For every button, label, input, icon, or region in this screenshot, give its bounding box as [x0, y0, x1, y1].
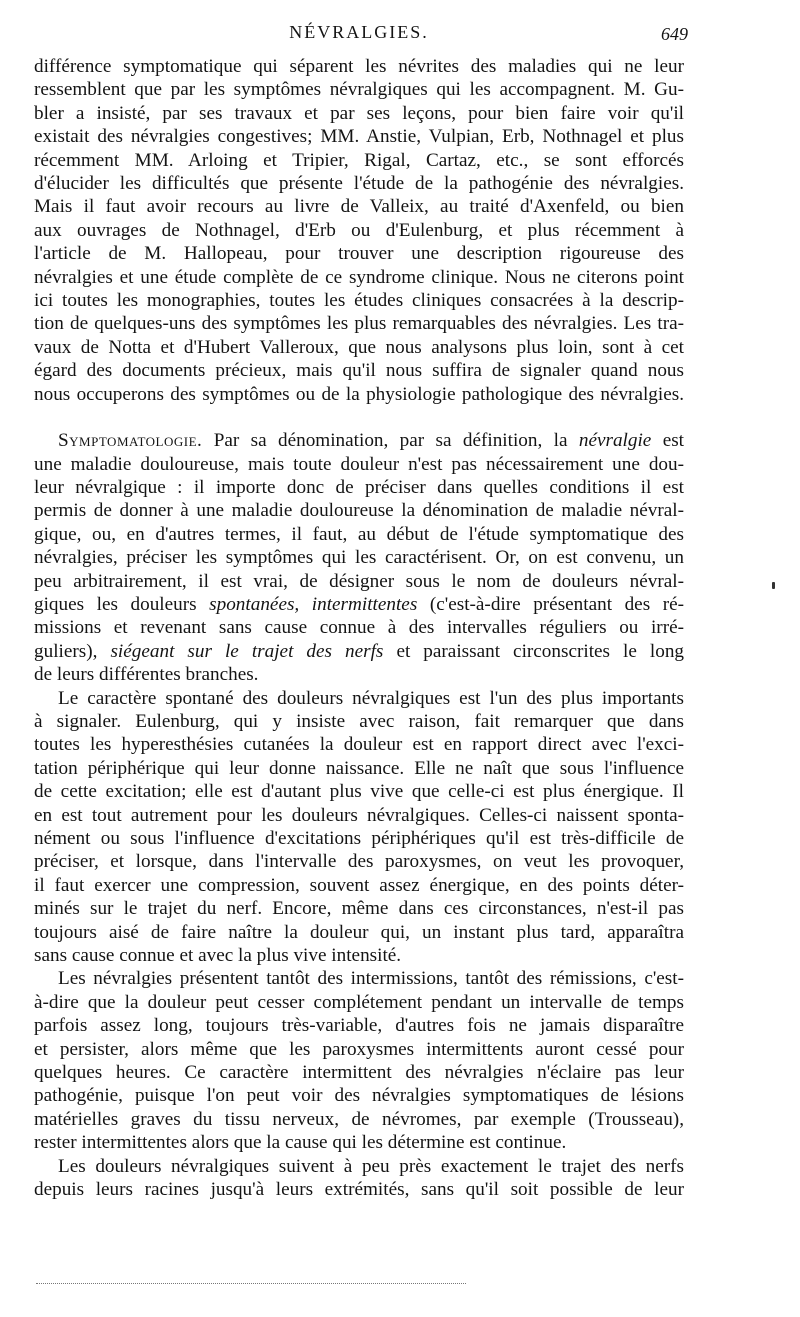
margin-mark: [772, 582, 775, 589]
running-head: [34, 22, 688, 48]
text-line: sans cause connue et avec la plus vive intensité.: [34, 945, 402, 967]
emphasis-term: siégeant sur le trajet des nerfs: [110, 640, 384, 662]
paragraph-4: [34, 967, 684, 1154]
text-line: Mais il faut avoir recours au livre de Valleix, au traité d'Axenfeld, ou bien: [34, 196, 684, 218]
text-line: tion de quelques-uns des symptômes les plus remarquables des névralgies. Les tra-: [34, 313, 684, 335]
text-line: [34, 593, 684, 616]
page-number: 649: [661, 24, 688, 44]
text-line: permis de donner à une maladie douloureuse la dénomination de maladie névral-: [34, 500, 684, 522]
text-line: névralgies, préciser les symptômes qui les caractérisent. Or, on est convenu, un: [34, 547, 684, 569]
paragraph-3: [34, 687, 684, 968]
text-line: Les douleurs névralgiques suivent à peu près exactement le trajet des nerfs: [58, 1155, 684, 1177]
section-gap: [34, 406, 684, 429]
paragraph-1: [34, 55, 684, 406]
text-line: matérielles graves du tissu nerveux, de névromes, par exemple (Trousseau),: [34, 1108, 684, 1130]
text-line: préciser, et lorsque, dans l'intervalle des paroxysmes, on veut les provoquer,: [34, 851, 684, 873]
text-line: quelques heures. Ce caractère intermittent des névralgies n'éclaire pas leur: [34, 1062, 684, 1084]
text-line: [34, 640, 684, 663]
text-line: nément ou sous l'influence d'excitations périphériques qu'il est très-difficile de: [34, 828, 684, 849]
text-line: [34, 429, 684, 452]
text-line: rester intermittentes alors que la cause qui les détermine est continue.: [34, 1132, 567, 1154]
text-line: tation périphérique qui leur donne naissance. Elle ne naît que sous l'influence: [34, 757, 684, 779]
text-run: giques les douleurs: [34, 593, 197, 615]
text-line: d'élucider les difficultés que présente l'étude de la pathogénie des névralgies.: [34, 173, 684, 195]
emphasis-term: névralgie: [578, 430, 652, 452]
text-line: différence symptomatique qui séparent les névrites des maladies qui ne leur: [34, 56, 684, 77]
text-line: bler a insisté, par ses travaux et par ses leçons, pour bien faire voir qu'il: [34, 102, 684, 124]
text-line: peu arbitrairement, il est vrai, de désigner sous le nom de douleurs névral-: [34, 570, 684, 592]
text-line: et persister, alors même que les paroxysmes intermittents auront cessé pour: [34, 1038, 684, 1060]
footer-rule: [36, 1283, 466, 1284]
text-line: ressemblent que par les symptômes névralgiques qui les accompagnent. M. Gu-: [34, 79, 684, 101]
text-run: et paraissant circonscrites le long: [396, 640, 684, 662]
text-line: à signaler. Eulenburg, qui y insiste avec raison, fait remarquer que dans: [34, 710, 684, 732]
running-title: NÉVRALGIES.: [289, 22, 429, 42]
text-run: (c'est-à-dire présentant des ré-: [429, 593, 684, 615]
text-line: gique, ou, en d'autres termes, il faut, au début de l'étude symptomatique des: [34, 523, 684, 545]
text-line: égard des documents précieux, mais qu'il nous suffira de signaler quand nous: [34, 360, 684, 382]
text-line: en est tout autrement pour les douleurs névralgiques. Celles-ci naissent sponta-: [34, 804, 684, 826]
text-run: guliers),: [34, 640, 98, 662]
text-line: névralgies et une étude complète de ce syndrome clinique. Nous ne citerons point: [34, 266, 684, 288]
text-line: nous occuperons des symptômes ou de la physiologie pathologique des névralgies.: [34, 383, 684, 405]
text-line: toujours aisé de faire naître la douleur qui, un instant plus tard, apparaîtra: [34, 921, 684, 943]
text-line: de leurs différentes branches.: [34, 664, 259, 686]
text-line: missions et revenant sans cause connue à des intervalles réguliers ou irré-: [34, 617, 684, 639]
text-line: à-dire que la douleur peut cesser complétement pendant un intervalle de temps: [34, 991, 684, 1013]
text-line: vaux de Notta et d'Hubert Valleroux, que nous analysons plus loin, sont à cet: [34, 336, 684, 358]
paragraph-5: [34, 1155, 684, 1202]
text-line: minés sur le trajet du nerf. Encore, même dans ces circonstances, n'est-il pas: [34, 898, 684, 920]
text-line: une maladie douloureuse, mais toute douleur n'est pas nécessairement une dou-: [34, 453, 684, 475]
text-line: l'article de M. Hallopeau, pour trouver une description rigoureuse des: [34, 243, 684, 265]
text-run: Par sa dénomination, par sa définition, la: [213, 430, 568, 452]
text-line: aux ouvrages de Nothnagel, d'Erb ou d'Eulenburg, et plus récemment à: [34, 219, 684, 241]
text-run: est: [662, 430, 684, 452]
text-line: ici toutes les monographies, toutes les études cliniques consacrées à la descrip-: [34, 290, 684, 312]
emphasis-term: spontanées, intermittentes: [209, 593, 418, 615]
text-line: leur névralgique : il importe donc de préciser dans quelles conditions il est: [34, 476, 684, 498]
text-line: toutes les hyperesthésies cutanées la douleur est en rapport direct avec l'exci-: [34, 734, 684, 756]
text-line: il faut exercer une compression, souvent assez énergique, en des points déter-: [34, 874, 684, 896]
text-line: parfois assez long, toujours très-variable, d'autres fois ne jamais disparaître: [34, 1015, 684, 1037]
text-line: Le caractère spontané des douleurs névralgiques est l'un des plus importants: [58, 687, 684, 709]
paragraph-symptomatologie: [34, 429, 684, 686]
text-line: pathogénie, puisque l'on peut voir des névralgies symptomatiques de lésions: [34, 1085, 684, 1107]
body-text: [34, 55, 684, 1202]
section-heading: Symptomatologie.: [58, 430, 203, 452]
text-line: existait des névralgies congestives; MM. Anstie, Vulpian, Erb, Nothnagel et plus: [34, 126, 684, 148]
text-line: récemment MM. Arloing et Tripier, Rigal, Cartaz, etc., se sont efforcés: [34, 149, 684, 171]
text-line: depuis leurs racines jusqu'à leurs extrémités, sans qu'il soit possible de leur: [34, 1179, 684, 1201]
text-line: de cette excitation; elle est d'autant plus vive que celle-ci est plus énergique. Il: [34, 781, 684, 803]
text-line: Les névralgies présentent tantôt des intermissions, tantôt des rémissions, c'est-: [58, 968, 684, 990]
